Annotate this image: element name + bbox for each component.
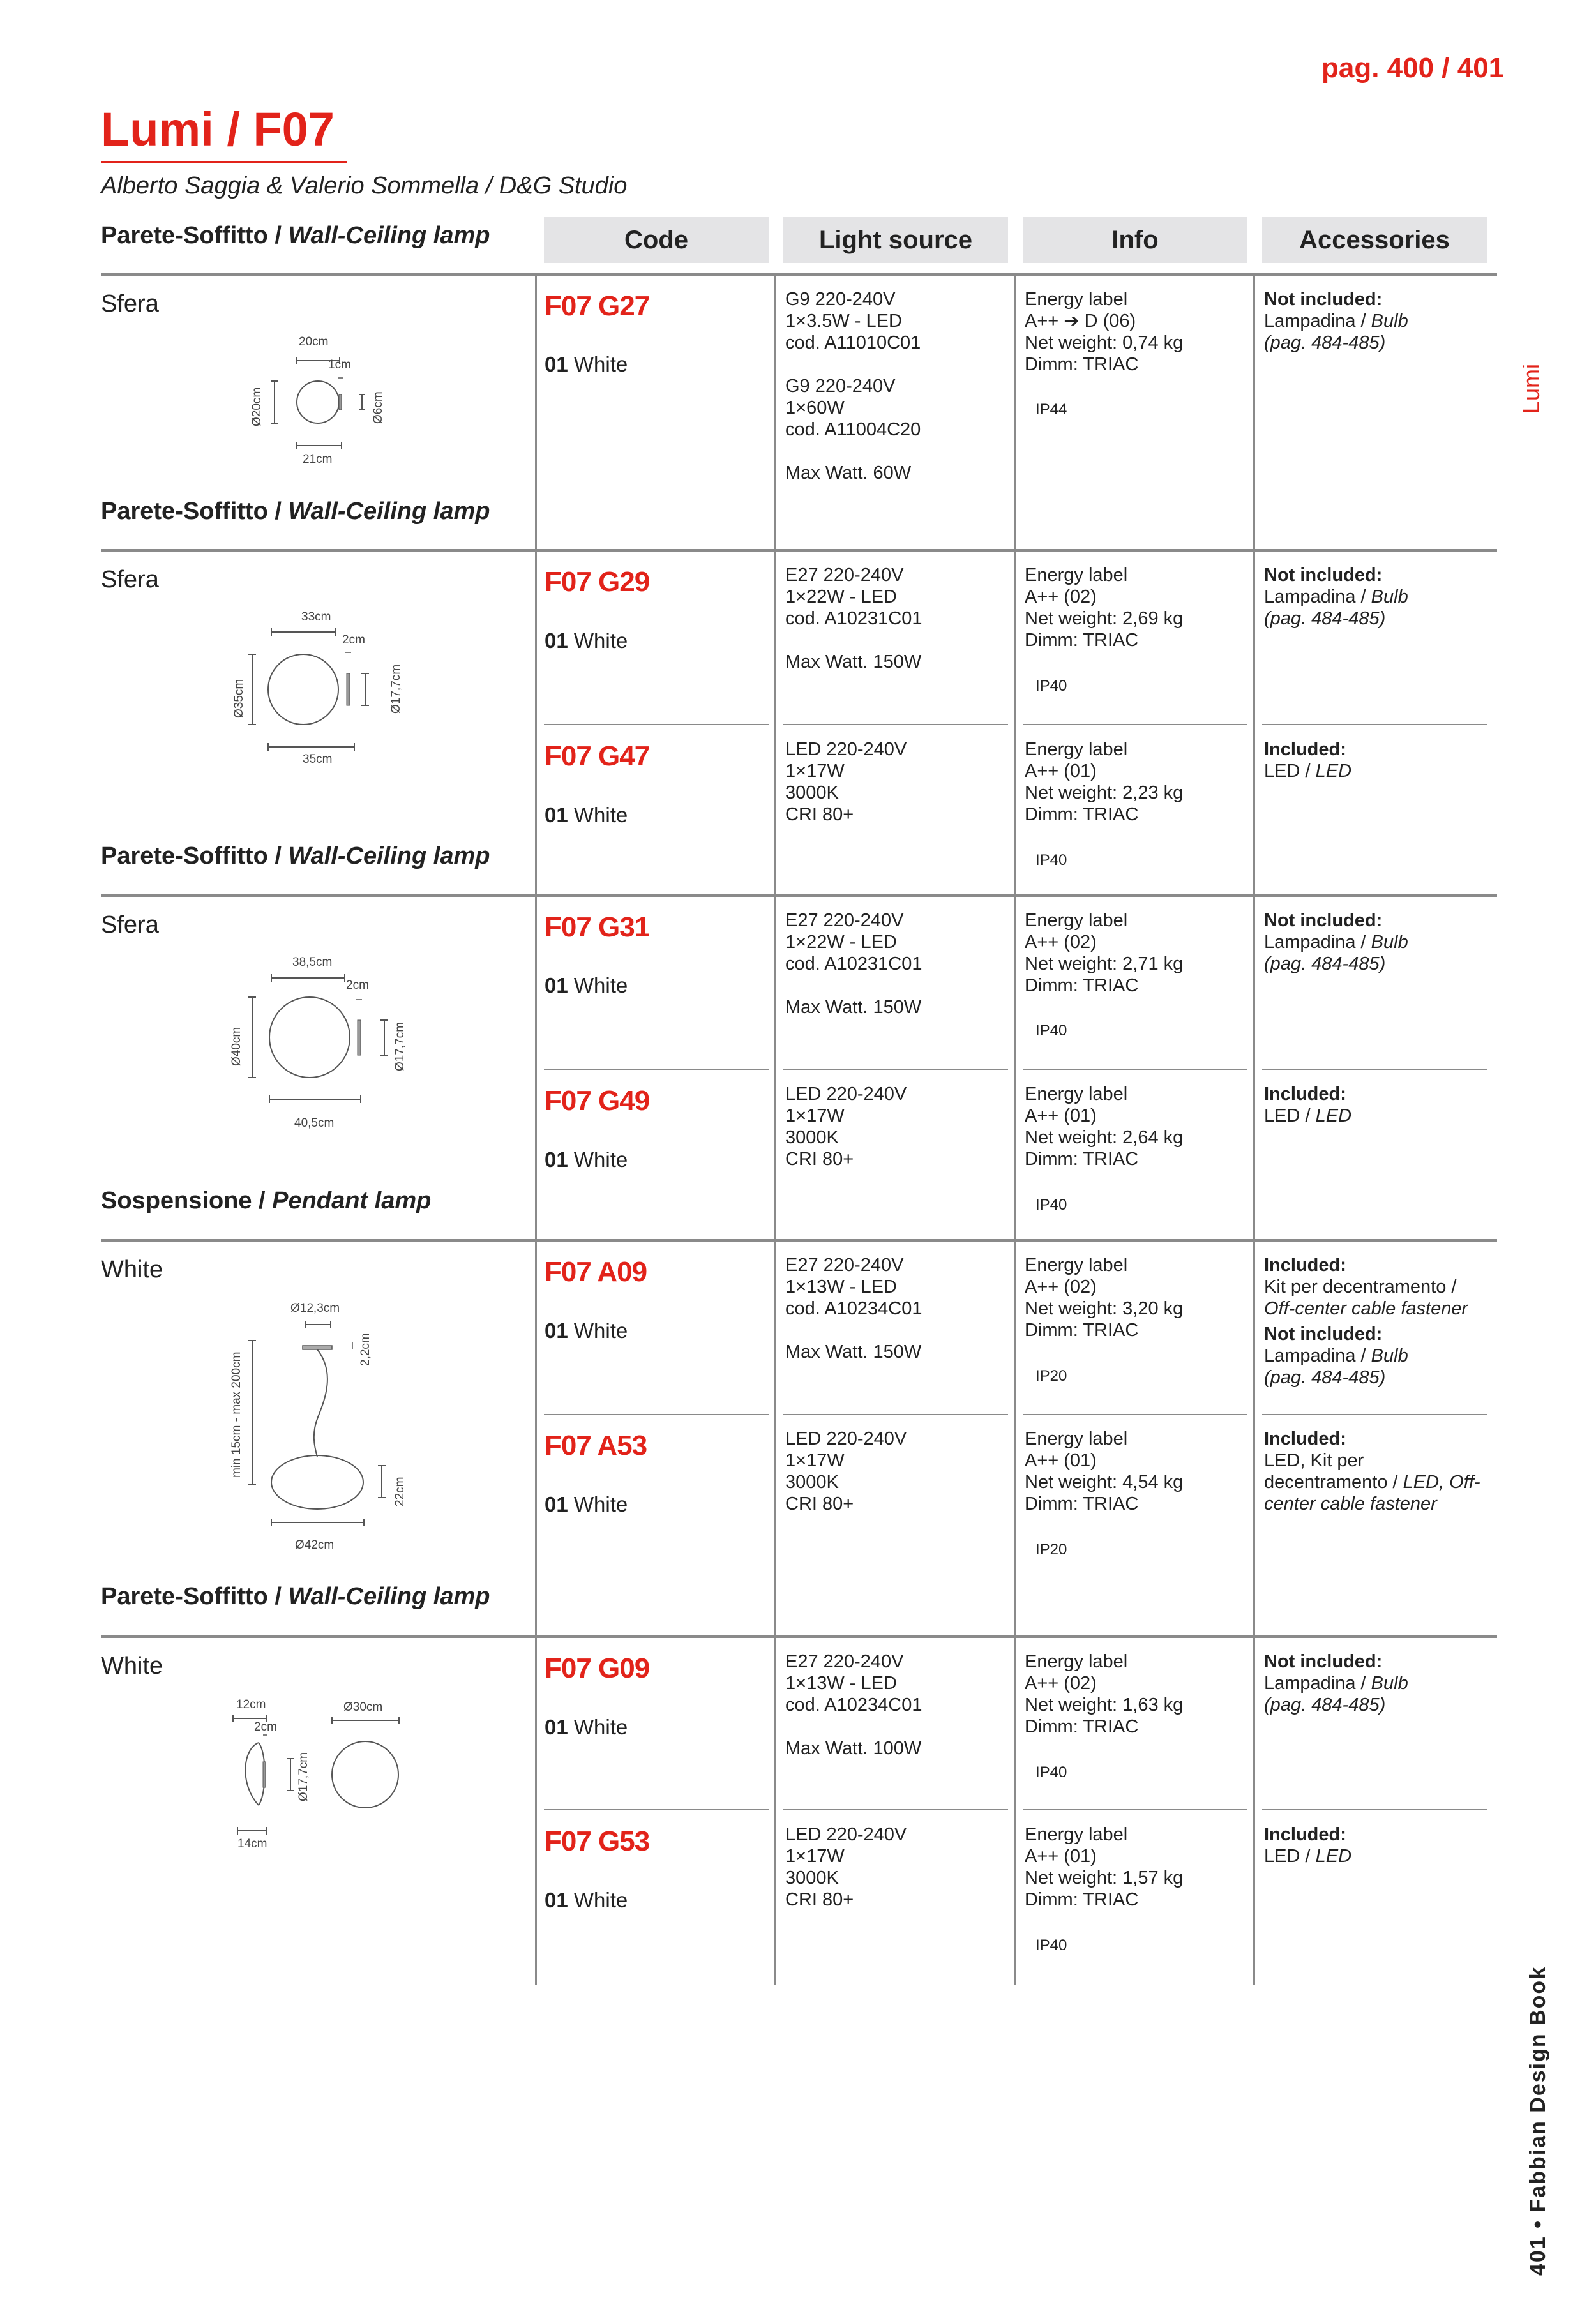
dim-depth: 1cm [328,358,351,372]
dim-diameter: Ø35cm [232,679,246,718]
dim-depth: 2cm [346,979,369,992]
accessories [1264,1254,1468,1388]
acc-item: Kit per decentramento / [1264,1277,1457,1297]
light-line: E27 220-240V [785,910,904,931]
light-line: LED 220-240V [785,1824,907,1845]
info [1025,1428,1183,1515]
acc-page: (pag. 484-485) [1264,608,1386,629]
light-line: G9 220-240V [785,376,896,396]
acc-item-en: LED [1315,761,1352,781]
finish-label: White [573,1715,628,1739]
accessories [1264,739,1351,782]
acc-item-en: Bulb [1371,932,1408,952]
category-main: Parete-Soffitto / [101,843,289,869]
info [1025,1824,1183,1911]
category-heading-5 [101,1583,490,1611]
product-drawing-sfera-medium [223,606,415,772]
dim-base-depth: 2cm [254,1720,277,1734]
acc-item: LED / [1264,1846,1316,1867]
acc-status: Included: [1264,1255,1346,1275]
accessories [1264,1824,1351,1867]
acc-item: Lampadina / [1264,311,1371,331]
section-rule [101,1635,1497,1638]
product-code: F07 A09 [545,1256,647,1288]
info-line: Dimm: TRIAC [1025,630,1139,650]
finish [545,1888,628,1912]
info-line: Dimm: TRIAC [1025,1494,1139,1514]
light-line: Max Watt. 150W [785,652,922,672]
product-code: F07 G53 [545,1826,650,1857]
info-line: Dimm: TRIAC [1025,1320,1139,1341]
light-line: 1×22W - LED [785,932,897,952]
row-rule [544,1809,769,1810]
light-line: 1×13W - LED [785,1277,897,1297]
row-rule [783,1414,1008,1415]
row-rule [544,1414,769,1415]
finish-number: 01 [545,1715,568,1739]
finish-number: 01 [545,1319,568,1342]
dim-width: 33cm [301,610,331,624]
light-source [785,1254,922,1363]
acc-item-en: LED [1315,1846,1352,1867]
light-line: G9 220-240V [785,289,896,310]
row-rule [1262,1069,1487,1070]
accessories [1264,289,1408,354]
row-rule [1262,1809,1487,1810]
section-rule [101,1239,1497,1242]
dim-bottom: 40,5cm [294,1116,335,1130]
light-source [785,910,922,1018]
info [1025,739,1183,825]
dim-bottom: 21cm [303,453,333,466]
acc-status: Not included: [1264,289,1383,310]
category-italic: Pendant lamp [272,1187,432,1214]
info [1025,564,1183,651]
info-line: Energy label [1025,739,1128,760]
light-line: E27 220-240V [785,565,904,585]
light-line: 1×17W [785,761,845,781]
info-line: Dimm: TRIAC [1025,804,1139,825]
header-accessories: Accessories [1262,217,1487,263]
dim-depth: 12cm [236,1698,266,1711]
ip-rating: IP20 [1035,1367,1067,1385]
finish-number: 01 [545,973,568,997]
dim-diameter: Ø40cm [230,1026,243,1066]
light-line: Max Watt. 150W [785,1342,922,1362]
row-rule [1023,1809,1247,1810]
light-line: 1×13W - LED [785,1673,897,1694]
product-code: F07 G31 [545,912,650,943]
acc-item: Lampadina / [1264,1673,1371,1694]
acc-item-en: Bulb [1371,1346,1408,1366]
row-rule [544,724,769,725]
light-line: 1×17W [785,1846,845,1867]
column-divider [1014,274,1016,1985]
finish-label: White [573,803,628,827]
product-name: Sfera [101,290,159,317]
finish-label: White [573,1492,628,1516]
info-line: Dimm: TRIAC [1025,1890,1139,1910]
ip-rating: IP40 [1035,852,1067,869]
row-rule [1023,1069,1247,1070]
ip-rating: IP20 [1035,1541,1067,1558]
product-drawing-wall-white [223,1692,428,1851]
section-rule [101,549,1497,552]
dim-shade-height: 22cm [393,1476,407,1506]
acc-status: Included: [1264,739,1346,760]
finish [545,1319,628,1343]
light-source [785,289,921,484]
light-line: CRI 80+ [785,1149,854,1169]
acc-page: (pag. 484-485) [1264,954,1386,974]
light-source [785,1083,907,1170]
product-code: F07 G27 [545,290,650,322]
info-line: Energy label [1025,1084,1128,1104]
info-line: Energy label [1025,289,1128,310]
light-source [785,1824,907,1911]
info-line: Energy label [1025,1824,1128,1845]
light-line: 3000K [785,1472,839,1492]
category-main: Parete-Soffitto / [101,1583,289,1610]
product-name: Sfera [101,566,159,593]
dim-width: 20cm [299,335,329,349]
info [1025,1083,1183,1170]
column-divider [1253,274,1255,1985]
light-line: E27 220-240V [785,1255,904,1275]
light-line: CRI 80+ [785,804,854,825]
light-line: 1×22W - LED [785,587,897,607]
info [1025,289,1183,375]
header-info: Info [1023,217,1247,263]
ip-rating: IP40 [1035,677,1067,695]
acc-item-en: LED [1315,1106,1352,1126]
accessories [1264,910,1408,975]
acc-item-en: Bulb [1371,587,1408,607]
info-line: Energy label [1025,1651,1128,1672]
finish [545,1148,628,1172]
light-line: cod. A10234C01 [785,1298,922,1319]
row-rule [1023,1414,1247,1415]
light-line: Max Watt. 60W [785,463,912,483]
light-line: cod. A10231C01 [785,954,922,974]
category-main: Parete-Soffitto / [101,222,289,249]
light-source [785,739,907,825]
acc-item: Lampadina / [1264,1346,1371,1366]
light-line: Max Watt. 100W [785,1738,922,1759]
product-code: F07 G47 [545,740,650,772]
light-line: CRI 80+ [785,1494,854,1514]
row-rule [783,1069,1008,1070]
product-code: F07 A53 [545,1430,647,1461]
ip-rating: IP40 [1035,1196,1067,1213]
light-line: E27 220-240V [785,1651,904,1672]
dim-diameter-base: Ø17,7cm [389,664,403,714]
acc-status: Not included: [1264,910,1383,931]
light-line: 3000K [785,1868,839,1888]
ip-rating: IP44 [1035,401,1067,418]
info-line: Net weight: 2,69 kg [1025,608,1184,629]
page-reference: pag. 400 / 401 [1321,52,1505,84]
light-line: 1×17W [785,1450,845,1471]
dim-diameter: Ø30cm [343,1701,383,1714]
finish-number: 01 [545,1148,568,1171]
dim-bottom: 14cm [237,1837,267,1851]
info-line: A++ (01) [1025,1106,1097,1126]
acc-item: decentramento / [1264,1472,1403,1492]
dim-diameter-canopy: Ø12,3cm [290,1302,340,1315]
category-heading-3 [101,843,490,870]
category-heading-4 [101,1187,431,1215]
info-line: Dimm: TRIAC [1025,975,1139,996]
category-italic: Wall-Ceiling lamp [288,222,490,249]
light-source [785,1428,907,1515]
light-line: 1×3.5W - LED [785,311,902,331]
acc-item: LED / [1264,761,1316,781]
info-line: Net weight: 3,20 kg [1025,1298,1184,1319]
info-line: Dimm: TRIAC [1025,1717,1139,1737]
ip-rating: IP40 [1035,1764,1067,1781]
ip-rating: IP40 [1035,1022,1067,1039]
light-line: cod. A11004C20 [785,419,921,440]
dim-suspension-length: min 15cm - max 200cm [230,1351,243,1478]
finish-number: 01 [545,1888,568,1912]
page-title: Lumi / F07 [101,103,335,156]
finish-label: White [573,629,628,652]
row-rule [544,1069,769,1070]
info-line: Energy label [1025,910,1128,931]
finish-label: White [573,973,628,997]
light-line: cod. A11010C01 [785,333,921,353]
acc-status: Included: [1264,1824,1346,1845]
accessories [1264,1651,1408,1716]
category-italic: Wall-Ceiling lamp [288,498,490,525]
category-italic: Wall-Ceiling lamp [288,1583,490,1610]
designers: Alberto Saggia & Valerio Sommella / D&G Studio [101,172,628,199]
light-line: CRI 80+ [785,1890,854,1910]
info-line: A++ ➔ D (06) [1025,311,1136,331]
section-rule [101,273,1497,276]
dim-width: 38,5cm [292,956,333,969]
finish-label: White [573,1319,628,1342]
finish-number: 01 [545,352,568,376]
acc-item-en: Bulb [1371,1673,1408,1694]
dim-diameter-base: Ø17,7cm [297,1752,310,1801]
acc-item-en: LED, Off- [1403,1472,1480,1492]
light-line: 1×60W [785,398,845,418]
acc-item: LED / [1264,1106,1316,1126]
light-line: LED 220-240V [785,1429,907,1449]
light-line: 1×17W [785,1106,845,1126]
info [1025,1254,1183,1341]
finish [545,973,628,998]
header-code: Code [544,217,769,263]
light-source [785,564,922,673]
footer-page-label: 401 • Fabbian Design Book [1526,1965,1550,2276]
dim-shade-diameter: Ø42cm [295,1538,335,1552]
finish [545,803,628,827]
info-line: A++ (01) [1025,1450,1097,1471]
light-line: Max Watt. 150W [785,997,922,1018]
finish [545,629,628,653]
info-line: A++ (02) [1025,932,1097,952]
finish [545,352,628,377]
finish-label: White [573,1888,628,1912]
category-heading-1 [101,222,490,250]
column-divider [535,274,537,1985]
product-name: White [101,1256,163,1283]
row-rule [1262,1414,1487,1415]
acc-item: LED, Kit per [1264,1450,1364,1471]
row-rule [1262,724,1487,725]
acc-item: Lampadina / [1264,587,1371,607]
finish [545,1492,628,1517]
info-line: Net weight: 4,54 kg [1025,1472,1184,1492]
acc-status: Included: [1264,1084,1346,1104]
section-rule [101,894,1497,897]
ip-rating: IP40 [1035,1937,1067,1954]
acc-item-en: Bulb [1371,311,1408,331]
dim-depth: 2cm [342,633,365,647]
category-main: Parete-Soffitto / [101,498,289,525]
product-name: Sfera [101,912,159,938]
title-underline [101,161,347,163]
acc-page: (pag. 484-485) [1264,1695,1386,1715]
category-main: Sospensione / [101,1187,273,1214]
info-line: Net weight: 0,74 kg [1025,333,1184,353]
acc-item: Lampadina / [1264,932,1371,952]
column-divider [774,274,776,1985]
product-code: F07 G49 [545,1085,650,1116]
row-rule [783,1809,1008,1810]
acc-item-en: center cable fastener [1264,1494,1437,1514]
light-source [785,1651,922,1759]
finish-number: 01 [545,803,568,827]
finish-label: White [573,1148,628,1171]
acc-page: (pag. 484-485) [1264,1367,1386,1388]
info-line: Dimm: TRIAC [1025,354,1139,375]
finish-label: White [573,352,628,376]
light-line: LED 220-240V [785,1084,907,1104]
product-drawing-pendant [223,1302,428,1558]
accessories [1264,564,1408,629]
info-line: A++ (02) [1025,1277,1097,1297]
finish [545,1715,628,1739]
acc-status: Not included: [1264,565,1383,585]
product-code: F07 G09 [545,1653,650,1684]
acc-status: Not included: [1264,1651,1383,1672]
accessories [1264,1428,1480,1515]
dim-bottom: 35cm [303,753,333,766]
info-line: Net weight: 2,64 kg [1025,1127,1184,1148]
acc-page: (pag. 484-485) [1264,333,1386,353]
header-light-source: Light source [783,217,1008,263]
acc-status: Included: [1264,1429,1346,1449]
light-line: 3000K [785,1127,839,1148]
info-line: Energy label [1025,1429,1128,1449]
info-line: A++ (01) [1025,1846,1097,1867]
category-italic: Wall-Ceiling lamp [288,843,490,869]
light-line: cod. A10231C01 [785,608,922,629]
info-line: Net weight: 2,71 kg [1025,954,1184,974]
info-line: Dimm: TRIAC [1025,1149,1139,1169]
info [1025,1651,1183,1738]
category-heading-2 [101,498,490,525]
row-rule [1023,724,1247,725]
acc-status: Not included: [1264,1324,1383,1344]
light-line: LED 220-240V [785,739,907,760]
light-line: 3000K [785,783,839,803]
info-line: Net weight: 1,63 kg [1025,1695,1184,1715]
info-line: A++ (02) [1025,587,1097,607]
side-section-label: Lumi [1518,363,1544,414]
finish-number: 01 [545,1492,568,1516]
info-line: Net weight: 1,57 kg [1025,1868,1184,1888]
dim-canopy-height: 2,2cm [359,1333,372,1366]
product-code: F07 G29 [545,566,650,597]
product-name: White [101,1653,163,1679]
dim-diameter: Ø20cm [250,387,264,426]
finish-number: 01 [545,629,568,652]
info-line: Net weight: 2,23 kg [1025,783,1184,803]
info-line: A++ (01) [1025,761,1097,781]
info-line: Energy label [1025,565,1128,585]
info-line: A++ (02) [1025,1673,1097,1694]
info [1025,910,1183,996]
info-line: Energy label [1025,1255,1128,1275]
row-rule [783,724,1008,725]
dim-diameter-base: Ø6cm [372,391,385,424]
light-line: cod. A10234C01 [785,1695,922,1715]
acc-item-en: Off-center cable fastener [1264,1298,1468,1319]
dim-diameter-base: Ø17,7cm [393,1021,407,1071]
accessories [1264,1083,1351,1127]
